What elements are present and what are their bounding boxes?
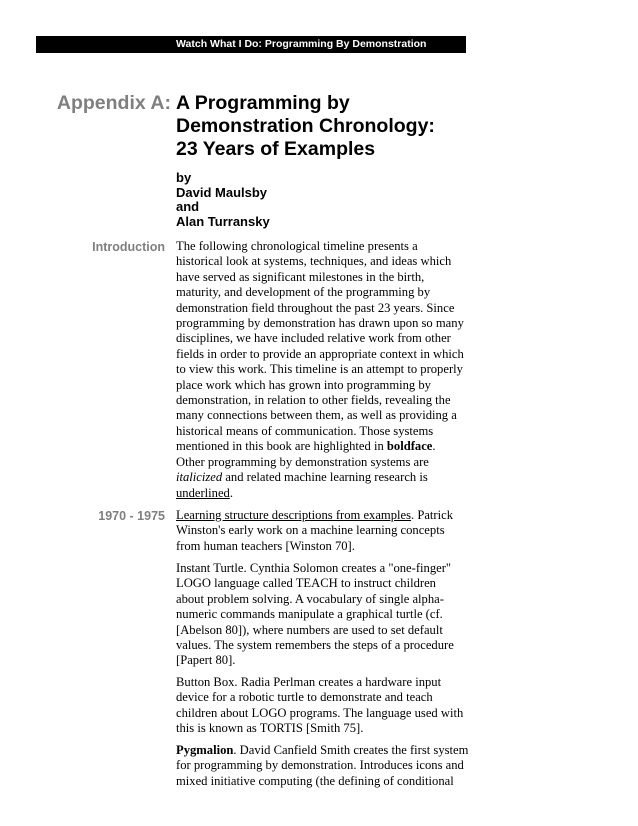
text-line: have served as significant milestones in the birth, [176,269,425,284]
running-header-bar [36,36,466,53]
text-line: The following chronological timeline presents a [176,239,418,253]
entry-instant-turtle [176,561,471,669]
text-line [176,743,471,758]
ml-research-title: Learning structure descriptions from examples [176,508,412,522]
text-line: this is known as TORTIS [Smith 75]. [176,721,364,736]
introduction-label: Introduction [92,240,165,254]
text-line: programming by demonstration has drawn upon so many [176,316,464,331]
italic-example: italicized [176,470,223,485]
text-line: values. The system remembers the steps of a procedure [176,638,454,653]
text-line: children about LOGO programs. The language used with [176,705,464,720]
underline-example: underlined [176,485,230,500]
text-line: historical look at systems, techniques, and ideas which [176,254,452,269]
text-line: maturity, and development of the programming by [176,285,431,300]
text-run: and related machine learning research is [222,470,428,485]
text-line: place work which has grown into programming by [176,377,431,392]
text-line: [Abelson 80]), where numbers are used to set default [176,622,443,637]
byline-line: by [176,170,192,185]
text-line: LOGO language called TEACH to instruct children [176,576,436,591]
text-run: . [432,439,436,454]
text-line: device for a robotic turtle to demonstrate and teach [176,690,433,705]
chapter-title-line: Demonstration Chronology: [176,115,435,137]
text-line: [Papert 80]. [176,653,236,668]
text-line [176,508,471,523]
chapter-title-line: A Programming by [176,92,350,114]
text-line: mixed initiative computing (the defining of conditional [176,773,454,788]
text-run: . Patrick [411,508,453,522]
entry-button-box [176,675,471,737]
entry-winston [176,508,471,554]
text-line: from human teachers [Winston 70]. [176,538,355,553]
text-line: Button Box. Radia Perlman creates a hardware input [176,675,442,689]
period-label-1970-1975: 1970 - 1975 [98,509,165,523]
text-line: demonstration, in relation to other fields, revealing the [176,393,451,408]
boldface-example: boldface [386,439,433,454]
entry-pygmalion [176,743,471,789]
system-name-pygmalion: Pygmalion [176,743,234,757]
text-line [176,439,471,454]
appendix-label: Appendix A: [56,92,171,114]
introduction-paragraph [176,239,471,501]
byline-line: Alan Turransky [176,213,270,229]
byline-line: and [176,199,200,215]
text-run: . David Canfield Smith creates the first system [233,743,469,757]
author-byline [176,171,270,229]
text-line: fields in order to provide an appropriate context in which [176,346,464,361]
text-line: for programming by demonstration. Introduces icons and [176,758,464,773]
text-run: mentioned in this book are highlighted in [176,439,387,454]
chapter-title-line: 23 Years of Examples [176,138,376,160]
text-run: . [229,485,234,500]
text-line: disciplines, we have included relative work from other [176,331,451,346]
chapter-title [176,92,476,161]
text-line: many connections between them, as well as providing a [176,408,457,423]
text-line [176,486,471,501]
running-header-title: Watch What I Do: Programming By Demonstration [176,38,427,50]
text-line: Instant Turtle. Cynthia Solomon creates a "one-finger" [176,561,452,575]
text-line [176,470,471,485]
text-line: numeric commands manipulate a graphical turtle (cf. [176,607,443,622]
text-line: Winston's early work on a machine learning concepts [176,523,445,538]
byline-line: David Maulsby [176,184,268,200]
text-line: historical means of communication. Those systems [176,423,434,438]
text-line: to view this work. This timeline is an attempt to properly [176,362,463,377]
text-line: demonstration field throughout the past 23 years. Since [176,300,455,315]
text-line: Other programming by demonstration systems are [176,454,429,469]
text-line: about problem solving. A vocabulary of single alpha- [176,591,444,606]
